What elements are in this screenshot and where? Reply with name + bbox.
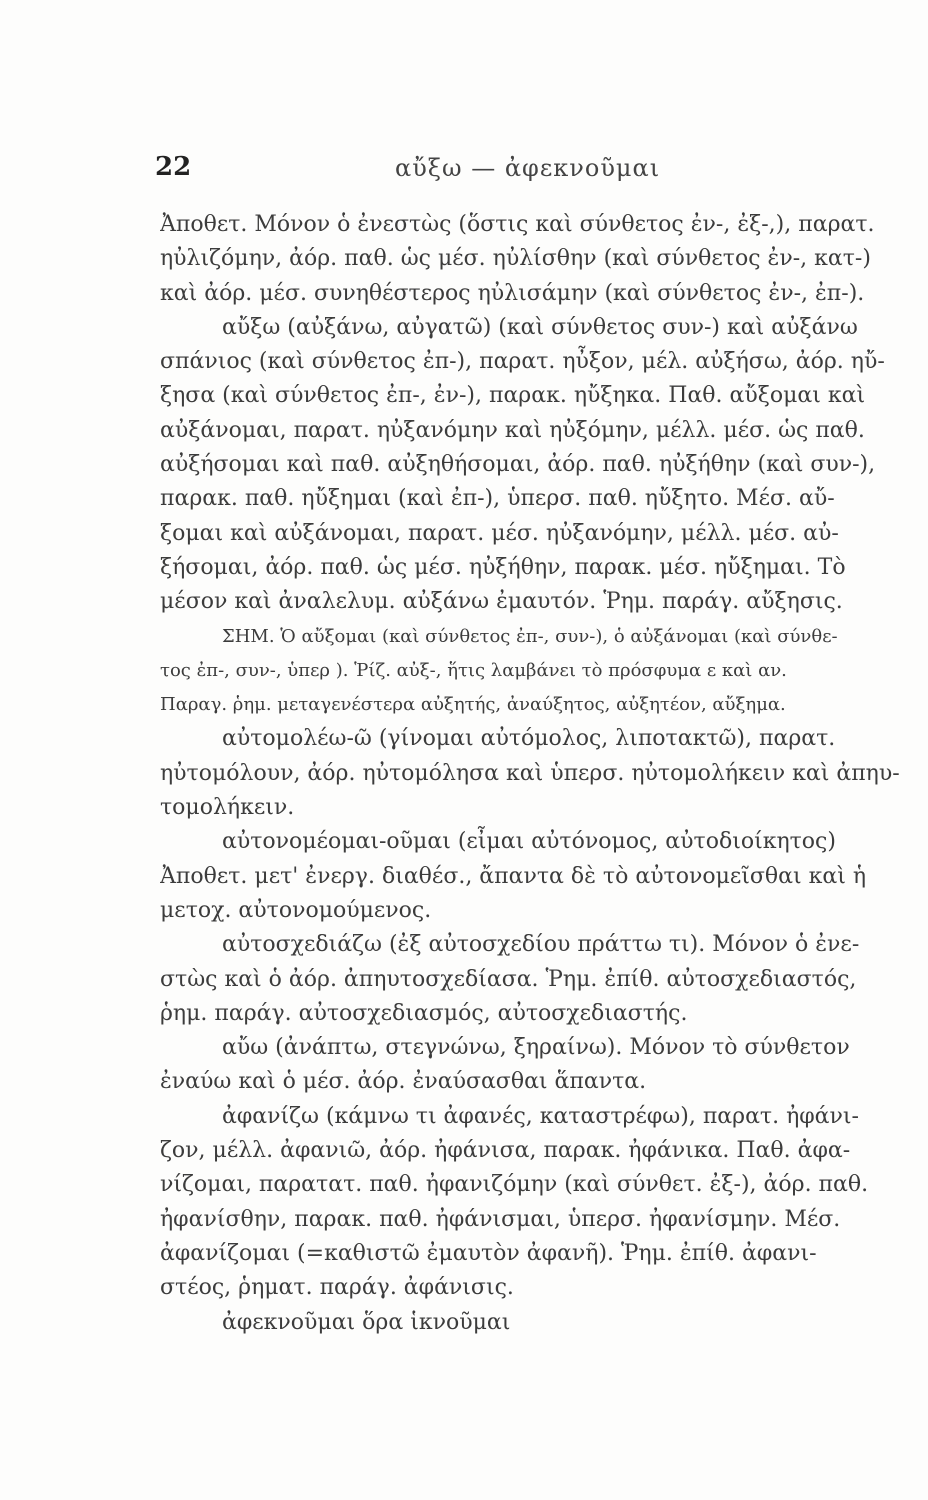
text-line: ῥημ. παράγ. αὐτοσχεδιασμός, αὐτοσχεδιαστής. [160, 1000, 688, 1026]
dictionary-text [160, 208, 912, 1340]
page-header [155, 152, 815, 192]
text-line: Ἀποθετ. μετ' ἐνεργ. διαθέσ., ἄπαντα δὲ τὸ αὐτονομεῖσθαι καὶ ἡ [160, 863, 867, 889]
text-line: ἀφανίζομαι (=καθιστῶ ἐμαυτὸν ἀφανῆ). Ῥημ. ἐπίθ. ἀφανι- [160, 1240, 817, 1266]
text-line: ξήσομαι, ἀόρ. παθ. ὡς μέσ. ηὐξήθην, παρακ. μέσ. ηὔξημαι. Τὸ [160, 554, 846, 580]
text-line: ἐναύω καὶ ὁ μέσ. ἀόρ. ἐναύσασθαι ἅπαντα. [160, 1069, 647, 1095]
text-line: ηὐτομόλουν, ἀόρ. ηὐτομόλησα καὶ ὑπερσ. ηὐτομολήκειν καὶ ἀπηυ- [160, 760, 900, 786]
text-line: ηὐλιζόμην, ἀόρ. παθ. ὡς μέσ. ηὐλίσθην (καὶ σύνθετος ἐν-, κατ-) [160, 246, 871, 272]
text-line: αὐξάνομαι, παρατ. ηὐξανόμην καὶ ηὐξόμην, μέλλ. μέσ. ὡς παθ. [160, 417, 865, 443]
text-line: στὼς καὶ ὁ ἀόρ. ἀπηυτοσχεδίασα. Ῥημ. ἐπίθ. αὐτοσχεδιαστός, [160, 966, 857, 992]
text-line: στέος, ῥηματ. παράγ. ἀφάνισις. [160, 1275, 514, 1301]
note-line: Παραγ. ῥημ. μεταγενέστερα αὐξητής, ἀναύξητος, αὐξητέον, αὔξημα. [160, 694, 786, 716]
text-line: ξομαι καὶ αὐξάνομαι, παρατ. μέσ. ηὐξανόμην, μέλλ. μέσ. αὐ- [160, 520, 839, 546]
text-line: τομολήκειν. [160, 795, 295, 821]
text-line: μέσον καὶ ἀναλελυμ. αὐξάνω ἐμαυτόν. Ῥημ. παράγ. αὔξησις. [160, 589, 843, 615]
entry-headword-line: ἀφανίζω (κάμνω τι ἀφανές, καταστρέφω), παρατ. ἠφάνι- [222, 1103, 859, 1129]
text-line: αὐξήσομαι καὶ παθ. αὐξηθήσομαι, ἀόρ. παθ. ηὐξήθην (καὶ συν-), [160, 452, 876, 478]
text-line: καὶ ἀόρ. μέσ. συνηθέστερος ηὐλισάμην (καὶ σύνθετος ἐν-, ἐπ-). [160, 280, 865, 306]
page-number: 22 [155, 152, 192, 182]
entry-headword-line: αὔξω (αὐξάνω, αὐγατῶ) (καὶ σύνθετος συν-) καὶ αὐξάνω [222, 314, 858, 340]
entry-headword-line: αὐτονομέομαι-οῦμαι (εἶμαι αὐτόνομος, αὐτοδιοίκητος) [222, 829, 836, 855]
running-title: αὔξω — ἀφεκνοῦμαι [395, 154, 661, 182]
text-line: ξησα (καὶ σύνθετος ἐπ-, ἐν-), παρακ. ηὔξηκα. Παθ. αὔξομαι καὶ [160, 383, 866, 409]
text-line: Ἀποθετ. Μόνον ὁ ἐνεστὼς (ὅστις καὶ σύνθετος ἐν-, ἐξ-,), παρατ. [160, 212, 875, 237]
entry-headword-line: ἀφεκνοῦμαι ὅρα ἱκνοῦμαι [222, 1309, 511, 1335]
entry-headword-line: αὐτοσχεδιάζω (ἐξ αὐτοσχεδίου πράττω τι). Μόνον ὁ ἐνε- [222, 932, 860, 958]
entry-headword-line: αὐτομολέω-ῶ (γίνομαι αὐτόμολος, λιποτακτῶ), παρατ. [222, 726, 836, 752]
text-line: νίζομαι, παρατατ. παθ. ἠφανιζόμην (καὶ σύνθετ. ἐξ-), ἀόρ. παθ. [160, 1172, 869, 1198]
note-line: τος ἐπ-, συν-, ὑπερ ). Ῥίζ. αὐξ-, ἥτις λαμβάνει τὸ πρόσφυμα ε καὶ αν. [160, 659, 787, 681]
text-line: ζον, μέλλ. ἀφανιῶ, ἀόρ. ἠφάνισα, παρακ. ἠφάνικα. Παθ. ἀφα- [160, 1138, 851, 1164]
text-line: ἠφανίσθην, παρακ. παθ. ἠφάνισμαι, ὑπερσ. ἠφανίσμην. Μέσ. [160, 1206, 841, 1232]
text-line: σπάνιος (καὶ σύνθετος ἐπ-), παρατ. ηὖξον, μέλ. αὐξήσω, ἀόρ. ηὔ- [160, 349, 885, 375]
note-block [160, 620, 912, 723]
text-line: μετοχ. αὐτονομούμενος. [160, 897, 432, 923]
text-line: παρακ. παθ. ηὔξημαι (καὶ ἐπ-), ὑπερσ. παθ. ηὔξητο. Μέσ. αὔ- [160, 486, 835, 512]
note-line: ΣΗΜ. Ὁ αὔξομαι (καὶ σύνθετος ἐπ-, συν-), ὁ αὐξάνομαι (καὶ σύνθε- [222, 625, 838, 647]
entry-headword-line: αὔω (ἀνάπτω, στεγνώνω, ξηραίνω). Μόνον τὸ σύνθετον [222, 1035, 850, 1061]
